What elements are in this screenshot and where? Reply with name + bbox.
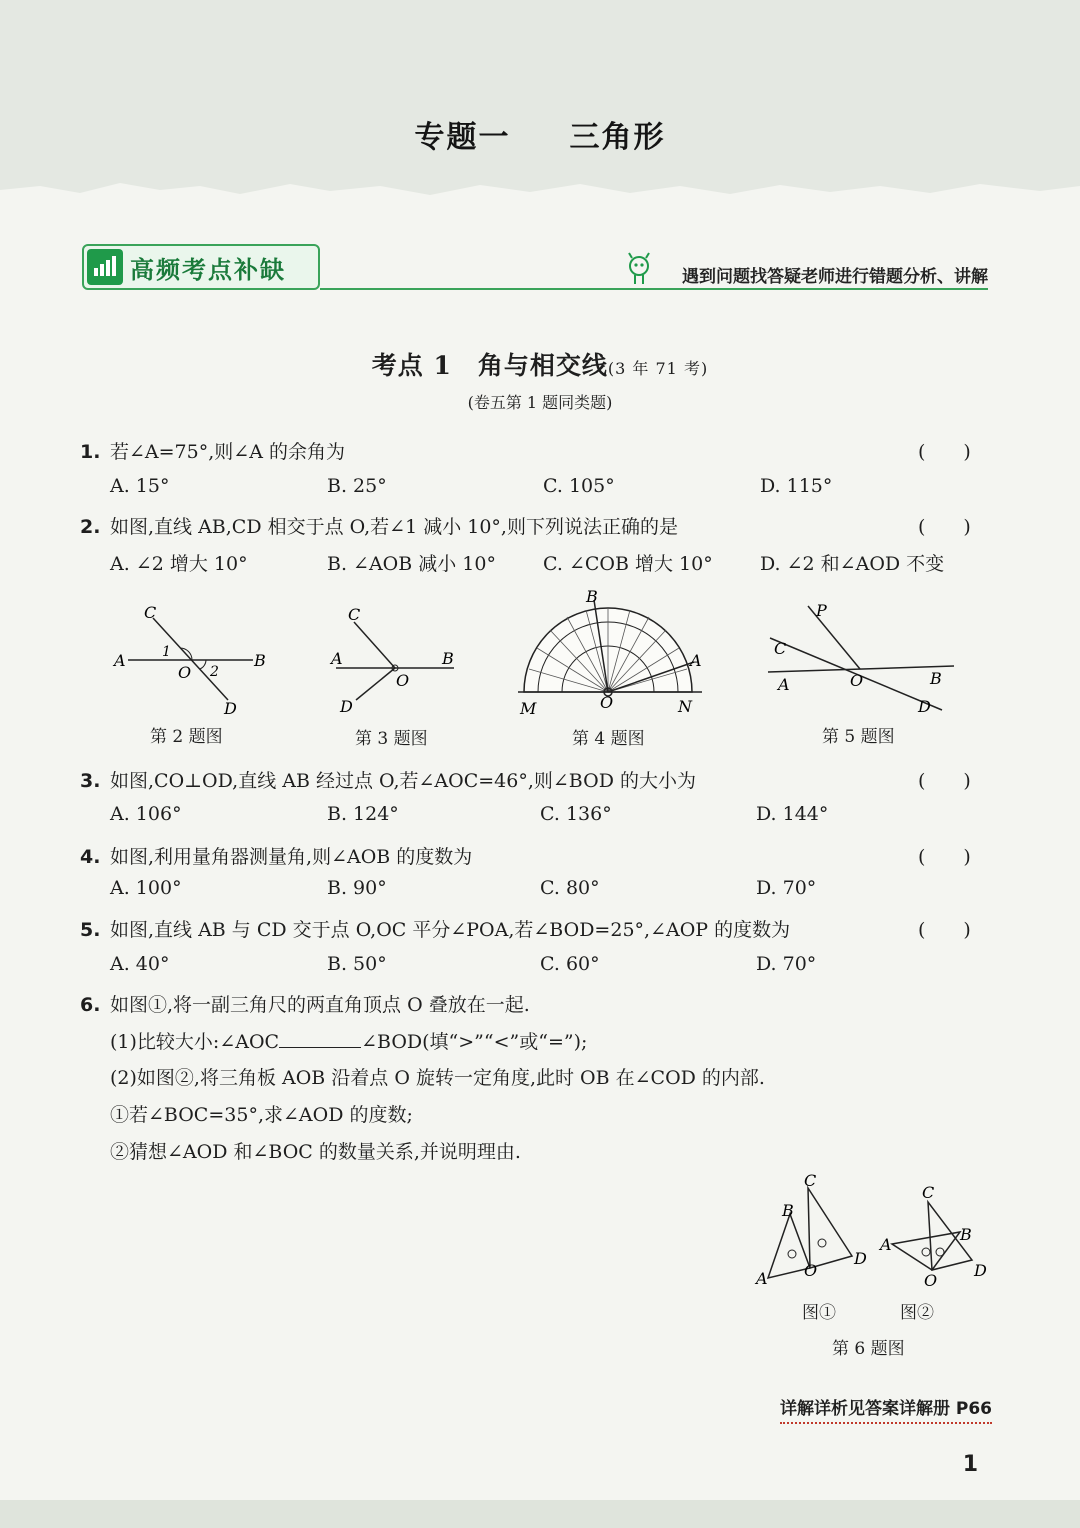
bottom-edge [0, 1500, 1080, 1528]
caption-figure-5: 第 5 题图 [822, 727, 895, 747]
option-c: C. ∠COB 增大 10° [543, 553, 713, 575]
label-d: D [918, 697, 931, 716]
label-b: B [442, 649, 454, 668]
torn-header-strip [0, 0, 1080, 205]
caption-figure-2: 第 2 题图 [150, 727, 223, 747]
caption-figure-6-1: 图① [802, 1303, 836, 1323]
label-d: D [224, 699, 237, 718]
label-n: N [678, 697, 692, 716]
torn-edge-decoration [0, 0, 1080, 215]
question-text: 如图,直线 AB 与 CD 交于点 O,OC 平分∠POA,若∠BOD=25°,∠AOP 的度数为 [110, 919, 791, 941]
answer-parenthesis: ( ) [918, 846, 971, 868]
question-6-part-2: (2)如图②,将三角板 AOB 沿着点 O 旋转一定角度,此时 OB 在∠COD 的内部. [110, 1067, 765, 1089]
figure-q3 [326, 600, 476, 718]
option-b: B. 50° [327, 953, 387, 975]
label-o: O [850, 671, 864, 690]
option-a: A. 100° [110, 877, 182, 899]
question-number: 1. [80, 441, 101, 463]
caption-figure-6: 第 6 题图 [832, 1339, 905, 1359]
question-3 [80, 766, 696, 793]
question-6-item-1: ①若∠BOC=35°,求∠AOD 的度数; [110, 1104, 413, 1126]
question-4 [80, 842, 472, 869]
question-number: 3. [80, 770, 101, 792]
label-a: A [331, 649, 343, 668]
label-d: D [854, 1249, 867, 1268]
label-b: B [254, 651, 266, 670]
question-1 [80, 437, 345, 464]
question-text: 如图,CO⊥OD,直线 AB 经过点 O,若∠AOC=46°,则∠BOD 的大小为 [110, 770, 696, 792]
label-o: O [178, 663, 192, 682]
label-a: A [880, 1235, 892, 1254]
caption-figure-3: 第 3 题图 [355, 729, 428, 749]
label-b: B [586, 587, 598, 606]
option-c: C. 105° [543, 475, 615, 497]
section-note: (卷五第 1 题同类题) [467, 393, 613, 412]
label-a: A [690, 651, 702, 670]
section-title-text: 考点 1 角与相交线 [371, 351, 608, 380]
question-number: 2. [80, 516, 101, 538]
caption-figure-6-2: 图② [900, 1303, 934, 1323]
answer-reference: 详解详析见答案详解册 P66 [780, 1394, 992, 1424]
label-d: D [340, 697, 353, 716]
answer-parenthesis: ( ) [918, 516, 971, 538]
label-c: C [348, 605, 361, 624]
label-b: B [930, 669, 942, 688]
question-6-item-2: ②猜想∠AOD 和∠BOC 的数量关系,并说明理由. [110, 1141, 521, 1163]
option-b: B. 124° [327, 803, 399, 825]
option-a: A. 106° [110, 803, 182, 825]
title-topic-name: 三角形 [569, 120, 666, 155]
section-banner [82, 244, 320, 290]
option-a: A. 40° [110, 953, 170, 975]
banner-rule [320, 288, 988, 290]
answer-parenthesis: ( ) [918, 441, 971, 463]
option-c: C. 80° [540, 877, 600, 899]
label-o: O [924, 1271, 938, 1290]
option-a: A. ∠2 增大 10° [110, 553, 248, 575]
question-2 [80, 512, 678, 539]
label-a: A [756, 1269, 768, 1288]
option-b: B. 25° [327, 475, 387, 497]
part-1-text: (1)比较大小:∠AOC [110, 1031, 280, 1053]
option-d: D. 70° [756, 877, 817, 899]
label-o: O [396, 671, 410, 690]
option-b: B. 90° [327, 877, 387, 899]
answer-blank[interactable] [279, 1029, 361, 1048]
question-text: 如图,直线 AB,CD 相交于点 O,若∠1 减小 10°,则下列说法正确的是 [110, 516, 678, 538]
figure-q6-1 [752, 1168, 867, 1290]
label-c: C [804, 1171, 817, 1190]
label-o: O [600, 693, 614, 712]
label-c: C [774, 639, 787, 658]
question-number: 6. [80, 994, 101, 1016]
option-c: C. 136° [540, 803, 612, 825]
question-6-part-1 [110, 1027, 587, 1054]
page-title [0, 112, 1080, 156]
label-a: A [778, 675, 790, 694]
bar-chart-icon [87, 249, 123, 285]
label-b: B [960, 1225, 972, 1244]
part-1-text-tail: ∠BOD(填“>”“<”或“=”); [361, 1031, 588, 1053]
help-tip: 遇到问题找答疑老师进行错题分析、讲解 [682, 267, 988, 287]
answer-parenthesis: ( ) [918, 919, 971, 941]
label-angle-1: 1 [162, 644, 171, 660]
label-c: C [144, 603, 157, 622]
option-d: D. ∠2 和∠AOD 不变 [760, 553, 945, 575]
figure-q4-protractor [512, 586, 708, 718]
question-5 [80, 915, 790, 942]
label-a: A [114, 651, 126, 670]
question-number: 4. [80, 846, 101, 868]
mascot-icon [626, 252, 652, 286]
label-angle-2: 2 [210, 664, 219, 680]
section-subtitle: (3 年 71 考) [607, 359, 709, 378]
label-p: P [816, 601, 827, 620]
question-text: 如图,利用量角器测量角,则∠AOB 的度数为 [110, 846, 473, 868]
label-o: O [804, 1261, 818, 1280]
figure-q6-2 [876, 1178, 994, 1290]
option-b: B. ∠AOB 减小 10° [327, 553, 496, 575]
label-m: M [520, 699, 537, 718]
option-d: D. 144° [756, 803, 829, 825]
banner-label: 高频考点补缺 [130, 256, 286, 284]
option-d: D. 70° [756, 953, 817, 975]
question-text: 若∠A=75°,则∠A 的余角为 [110, 441, 345, 463]
figure-q2 [108, 600, 278, 718]
question-number: 5. [80, 919, 101, 941]
question-6 [80, 990, 530, 1017]
page-number: 1 [962, 1452, 978, 1477]
option-a: A. 15° [110, 475, 170, 497]
option-d: D. 115° [760, 475, 833, 497]
caption-figure-4: 第 4 题图 [572, 729, 645, 749]
label-d: D [974, 1261, 987, 1280]
label-c: C [922, 1183, 935, 1202]
question-text: 如图①,将一副三角尺的两直角顶点 O 叠放在一起. [110, 994, 530, 1016]
section-title [0, 346, 1080, 382]
title-topic-number: 专题一 [414, 120, 511, 155]
label-b: B [782, 1201, 794, 1220]
option-c: C. 60° [540, 953, 600, 975]
answer-parenthesis: ( ) [918, 770, 971, 792]
figure-q5 [762, 598, 962, 718]
